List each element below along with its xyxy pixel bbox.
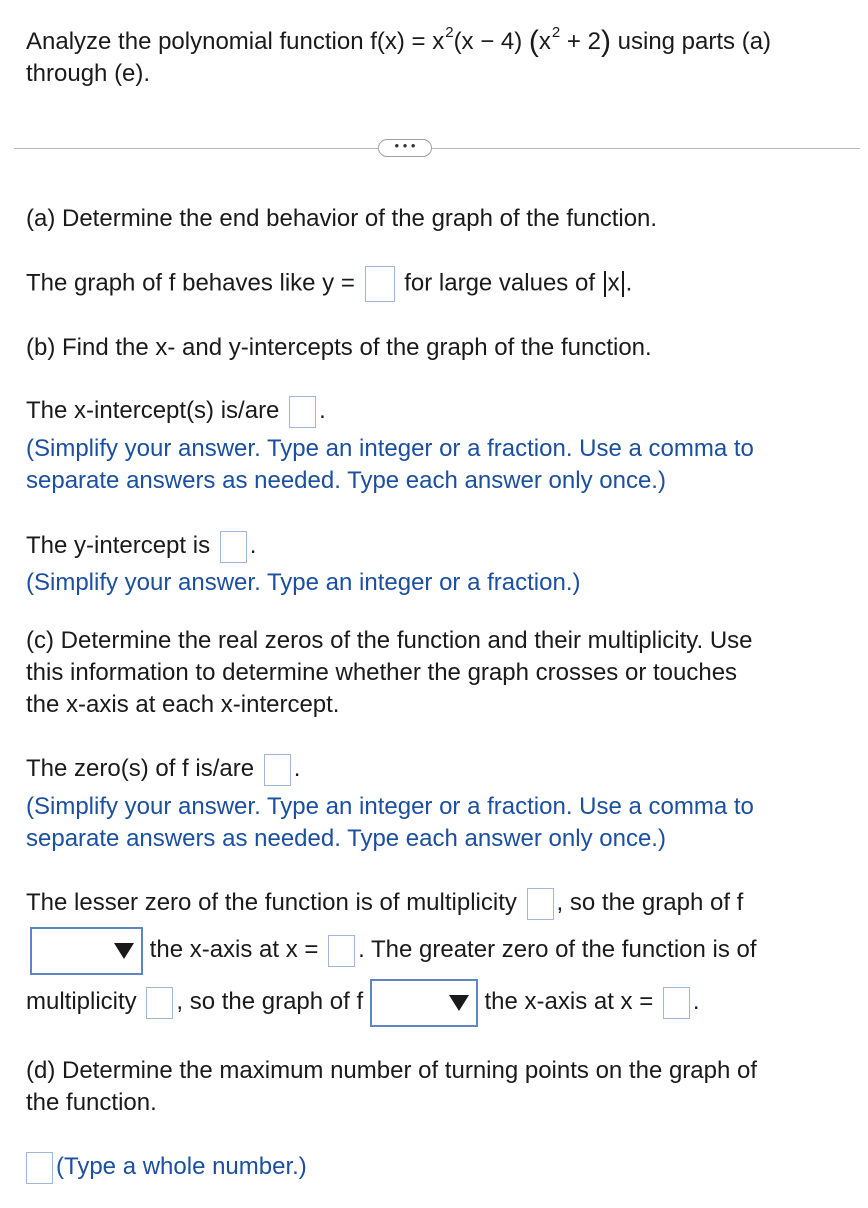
divider-right (432, 148, 860, 149)
divider-left (14, 148, 378, 149)
part-c-question-3: the x-axis at each x-intercept. (26, 691, 340, 718)
greater-crosses-touches-dropdown[interactable] (370, 979, 478, 1027)
lesser-zero-x-input[interactable] (328, 935, 355, 967)
part-c-question-1: (c) Determine the real zeros of the function and their multiplicity. Use (26, 627, 753, 654)
lesser-multiplicity-input[interactable] (527, 888, 554, 920)
zeros-input[interactable] (264, 754, 291, 786)
abs-bar-right (622, 271, 624, 297)
part-d-question-2: the function. (26, 1089, 157, 1116)
y-intercept-line: The y-intercept is . (26, 530, 256, 563)
part-a-question: (a) Determine the end behavior of the graph of the function. (26, 205, 658, 232)
greater-multiplicity-input[interactable] (146, 987, 173, 1019)
turning-points-input[interactable] (26, 1152, 53, 1184)
x-intercept-hint-1: (Simplify your answer. Type an integer or a fraction. Use a comma to (26, 435, 754, 462)
end-behavior-input[interactable] (365, 266, 395, 302)
zeros-line: The zero(s) of f is/are . (26, 753, 300, 786)
lesser-behavior-line: the x-axis at x = . The greater zero of the function is of (30, 926, 757, 975)
lesser-crosses-touches-dropdown[interactable] (30, 927, 143, 975)
abs-bar-left (604, 271, 606, 297)
x-intercept-line: The x-intercept(s) is/are . (26, 395, 326, 428)
zeros-hint-1: (Simplify your answer. Type an integer or a fraction. Use a comma to (26, 793, 754, 820)
x-intercept-hint-2: separate answers as needed. Type each answer only once.) (26, 467, 666, 494)
greater-zero-x-input[interactable] (663, 987, 690, 1019)
turning-points-line: (Type a whole number.) (26, 1151, 307, 1184)
part-d-question-1: (d) Determine the maximum number of turning points on the graph of (26, 1057, 758, 1084)
part-a-answer-line: The graph of f behaves like y = for large values of x . (26, 266, 632, 302)
x-intercept-input[interactable] (289, 396, 316, 428)
part-b-question: (b) Find the x- and y-intercepts of the graph of the function. (26, 334, 652, 361)
chevron-down-icon (449, 995, 469, 1011)
intro-line-1: Analyze the polynomial function $f(x) = x^2(x - 4) (x^2 + 2)$ using parts (a) (26, 24, 772, 58)
chevron-down-icon (114, 943, 134, 959)
zeros-hint-2: separate answers as needed. Type each answer only once.) (26, 825, 666, 852)
expand-more-button[interactable]: • • • (378, 139, 432, 157)
greater-zero-line: multiplicity , so the graph of f the x-axis at x = . (26, 978, 700, 1027)
lesser-zero-line: The lesser zero of the function is of multiplicity , so the graph of f (26, 887, 743, 920)
part-c-question-2: this information to determine whether the graph crosses or touches (26, 659, 738, 686)
y-intercept-input[interactable] (220, 531, 247, 563)
intro-line-2: through (e). (26, 60, 151, 87)
y-intercept-hint: (Simplify your answer. Type an integer or a fraction.) (26, 569, 581, 596)
